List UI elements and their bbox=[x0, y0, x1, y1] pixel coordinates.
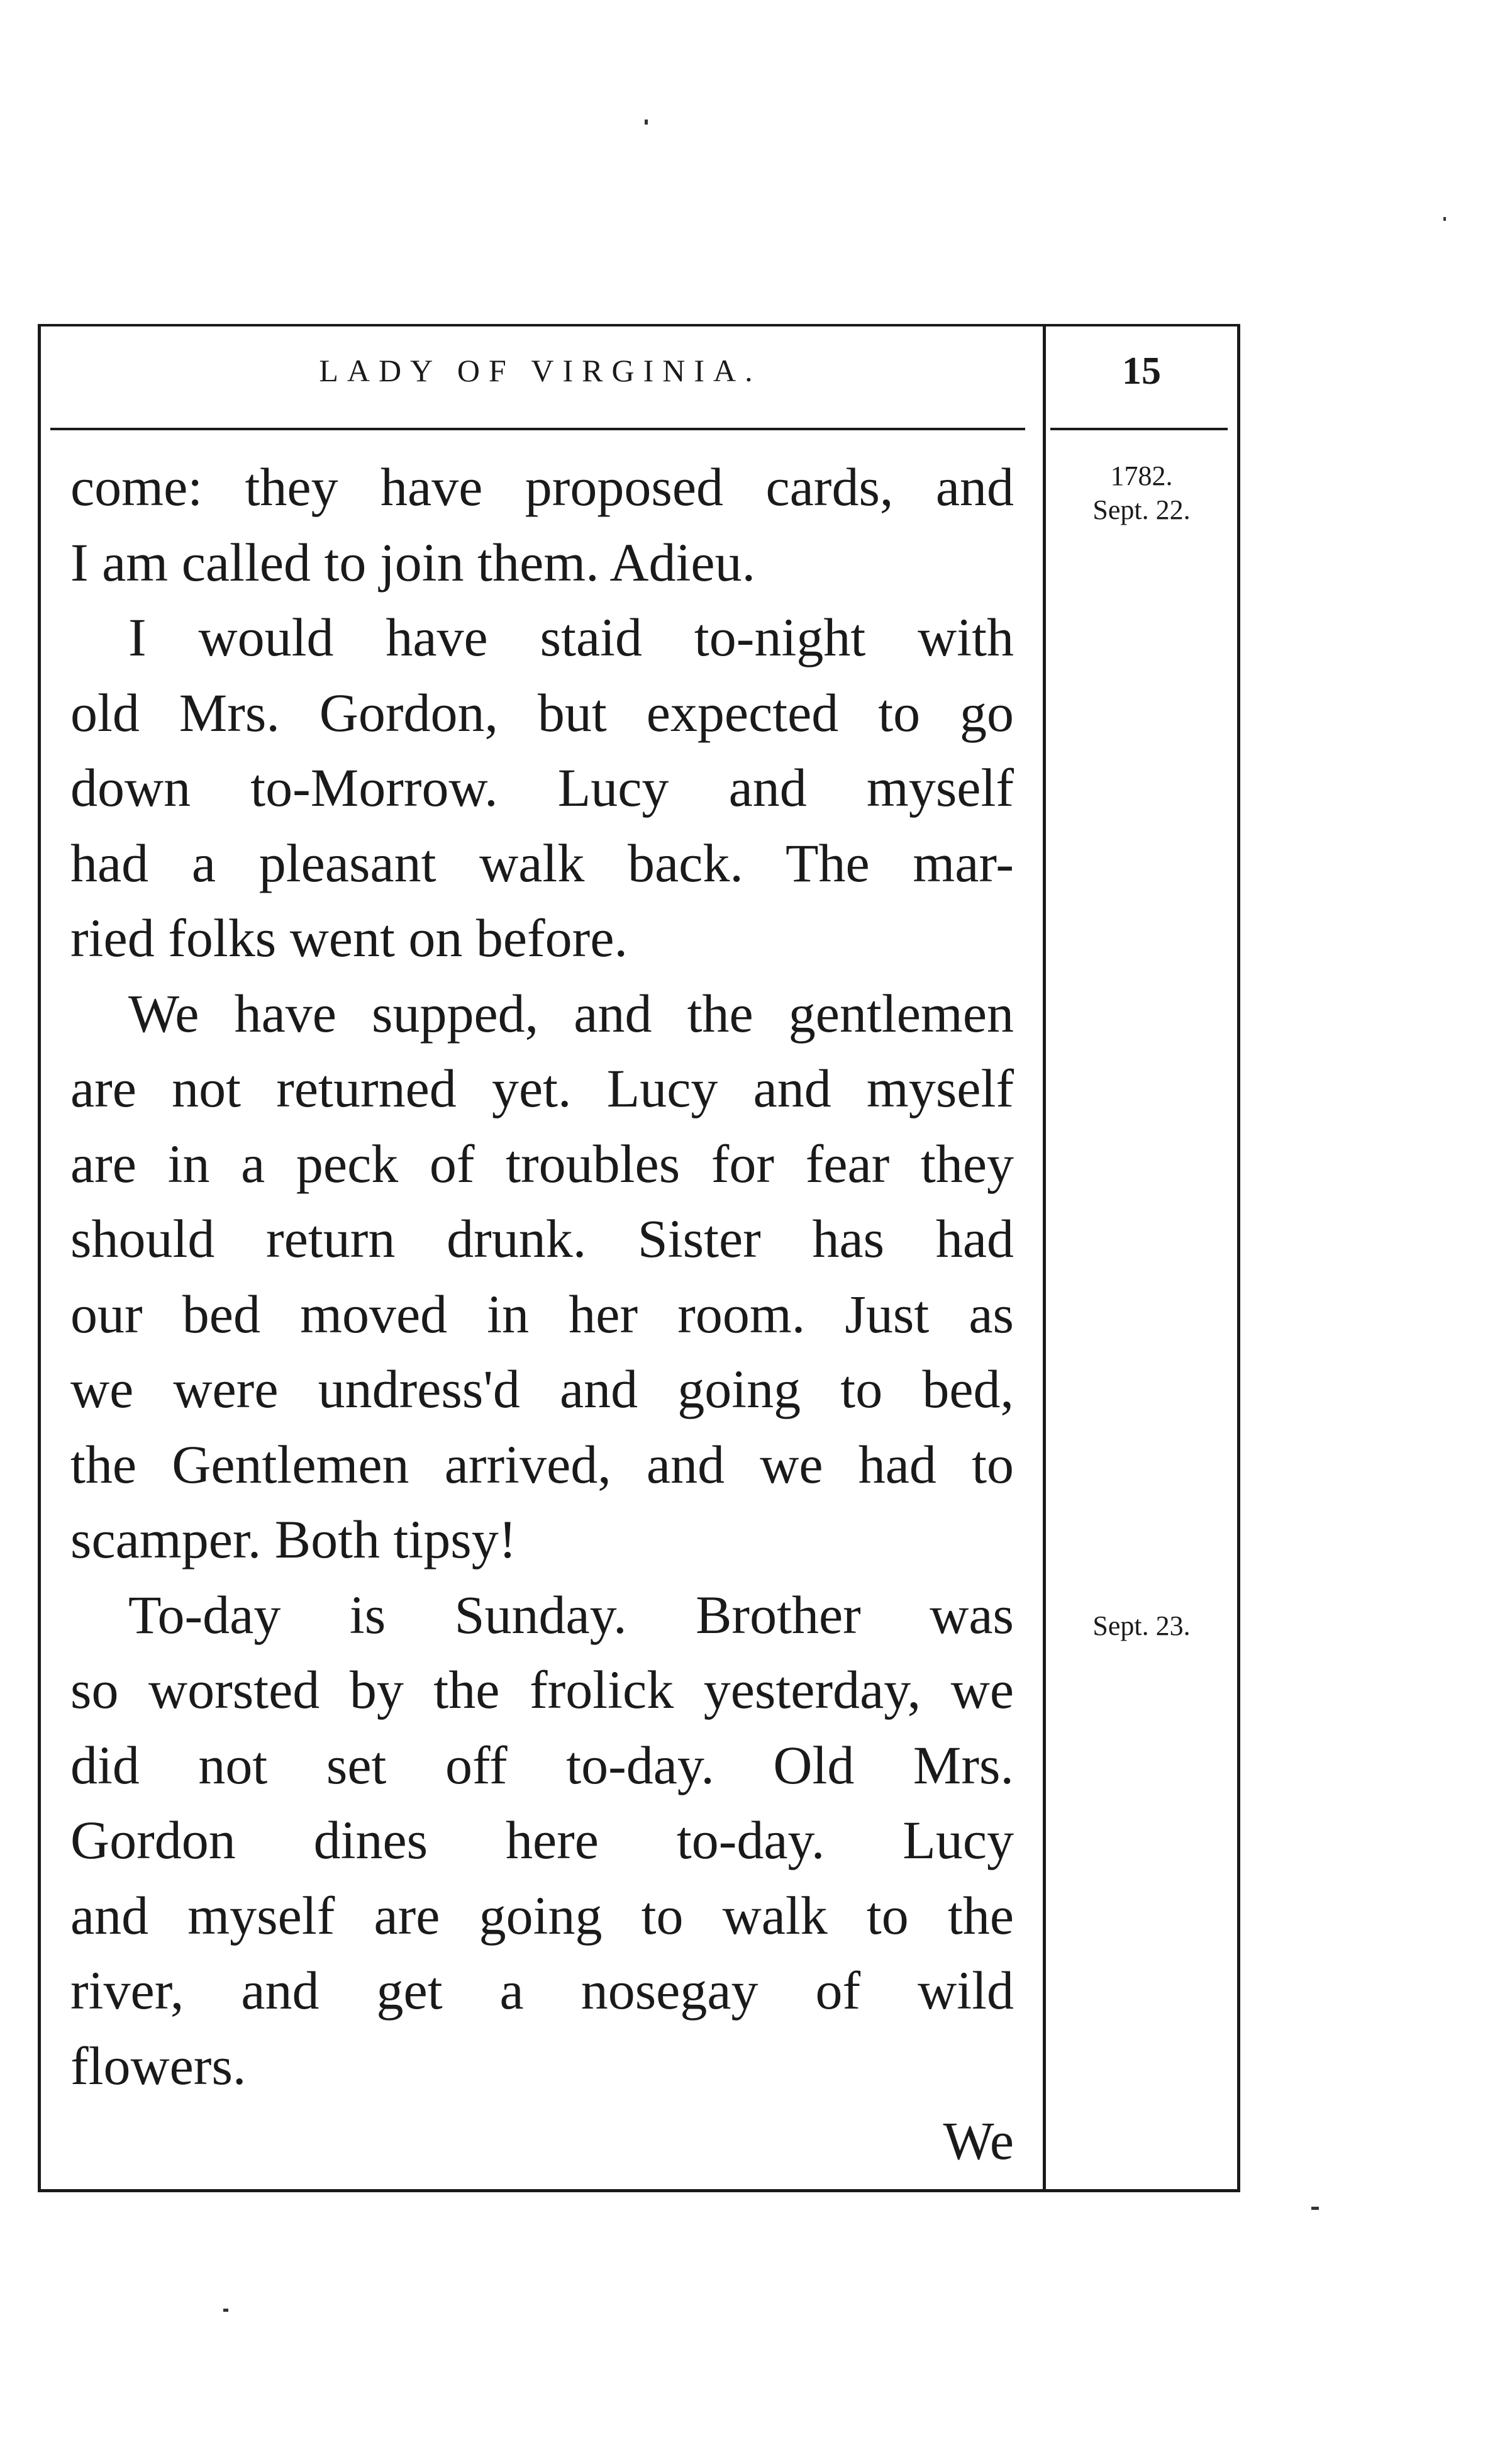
margin-note-sept-22 bbox=[1046, 459, 1237, 527]
text-line: the Gentlemen arrived, and we had to bbox=[70, 1434, 1014, 1495]
text-line: ried folks went on before. bbox=[70, 908, 628, 968]
text-line: To-day is Sunday. Brother was bbox=[128, 1584, 1014, 1645]
body-text bbox=[70, 450, 1014, 2179]
text-line: Gordon dines here to-day. Lucy bbox=[70, 1810, 1014, 1870]
text-line: did not set off to-day. Old Mrs. bbox=[70, 1734, 1014, 1795]
catchword: We bbox=[943, 2110, 1014, 2171]
text-line: are not returned yet. Lucy and myself bbox=[70, 1058, 1014, 1118]
text-line: and myself are going to walk to the bbox=[70, 1885, 1014, 1946]
text-line: so worsted by the frolick yesterday, we bbox=[70, 1659, 1014, 1720]
page-number: 15 bbox=[1122, 350, 1161, 393]
margin-note-sept-23 bbox=[1046, 1609, 1237, 1643]
text-line: come: they have proposed cards, and bbox=[70, 457, 1014, 517]
running-title: LADY OF VIRGINIA. bbox=[319, 353, 762, 388]
text-line: are in a peck of troubles for fear they bbox=[70, 1133, 1014, 1194]
scan-speck bbox=[1311, 2207, 1319, 2210]
scan-speck bbox=[223, 2309, 228, 2312]
text-line: our bed moved in her room. Just as bbox=[70, 1283, 1014, 1344]
margin-note-year: 1782. bbox=[1110, 460, 1173, 491]
text-line: We have supped, and the gentlemen bbox=[128, 983, 1014, 1044]
text-line: river, and get a nosegay of wild bbox=[70, 1960, 1014, 2021]
text-line: had a pleasant walk back. The mar- bbox=[70, 832, 1014, 893]
column-divider bbox=[1043, 324, 1046, 2192]
text-line: I would have staid to-night with bbox=[128, 607, 1014, 667]
header-rule bbox=[50, 428, 1025, 430]
scan-speck bbox=[645, 120, 648, 125]
header-rule-margin bbox=[1050, 428, 1228, 430]
margin-note-date: Sept. 23. bbox=[1092, 1610, 1191, 1641]
text-line: down to-Morrow. Lucy and myself bbox=[70, 757, 1014, 818]
text-line: scamper. Both tipsy! bbox=[70, 1509, 517, 1569]
text-line: flowers. bbox=[70, 2035, 247, 2096]
text-line: should return drunk. Sister has had bbox=[70, 1208, 1014, 1269]
text-line: we were undress'd and going to bed, bbox=[70, 1359, 1014, 1419]
margin-note-date: Sept. 22. bbox=[1092, 494, 1191, 525]
text-line: I am called to join them. Adieu. bbox=[70, 532, 756, 593]
scan-speck bbox=[1443, 217, 1446, 221]
text-line: old Mrs. Gordon, but expected to go bbox=[70, 682, 1014, 743]
